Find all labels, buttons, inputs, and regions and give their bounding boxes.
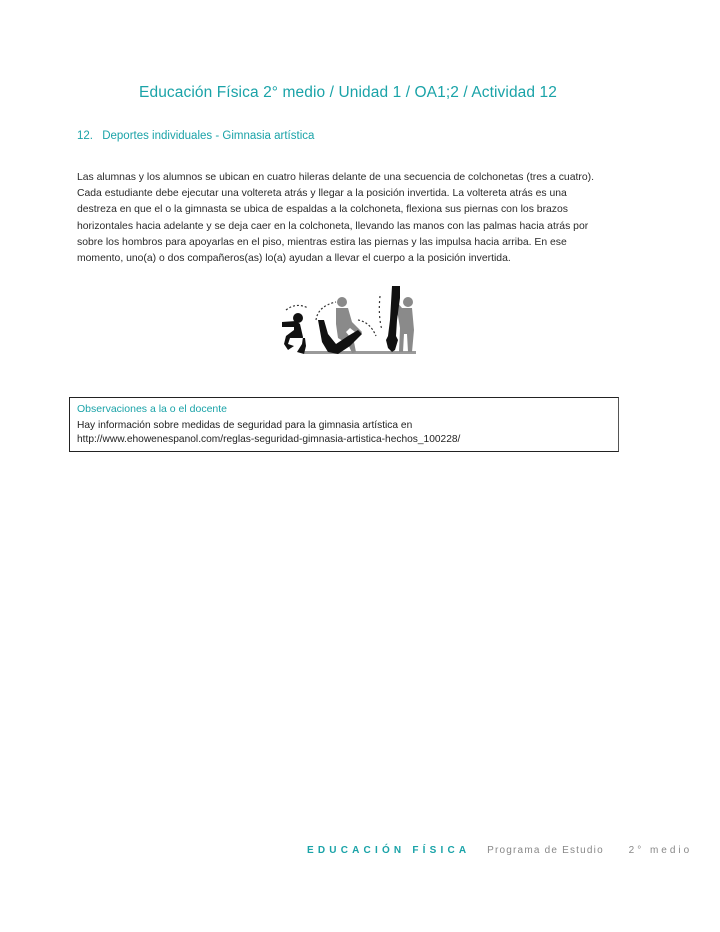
gymnastics-backward-roll-icon: [276, 280, 426, 360]
footer: [307, 845, 692, 856]
gymnastics-figure: [276, 280, 426, 360]
footer-grade: 2° medio: [628, 845, 693, 856]
footer-program: Programa de Estudio: [487, 845, 604, 856]
observations-title: Observaciones a la o el docente: [77, 403, 228, 415]
activity-description: Las alumnas y los alumnos se ubican en cuatro hileras delante de una secuencia de colchonetas (tres a cuatro). Cada estudiante debe ejecutar una voltereta atrás y llegar a la posición invertida. La voltereta atrás es una destreza en que el o la gimnasta se ubica de espaldas a la colchoneta, flexiona sus piernas con los brazos horizontales hacia adelante y se deja caer en la colchoneta, llevando las manos con las palmas hacia atrás por sobre los hombros para apoyarlas en el piso, mientras estira las piernas y las impulsa hacia arriba. En ese momento, uno(a) o dos compañeros(as) lo(a) ayudan a llevar el cuerpo a la posición invertida.: [77, 172, 594, 265]
footer-brand: EDUCACIÓN FÍSICA: [307, 845, 471, 856]
observations-text: Hay información sobre medidas de seguridad para la gimnasia artística en: [77, 420, 413, 431]
teacher-observations-box: [69, 397, 619, 452]
section-heading: [77, 130, 314, 142]
section-heading-text: Deportes individuales - Gimnasia artística: [102, 130, 315, 142]
page-title: Educación Física 2° medio / Unidad 1 / OA1;2 / Actividad 12: [139, 84, 557, 101]
section-number: 12.: [77, 130, 93, 142]
safety-rules-link[interactable]: http://www.ehowenespanol.com/reglas-seguridad-gimnasia-artistica-hechos_100228/: [77, 434, 461, 445]
